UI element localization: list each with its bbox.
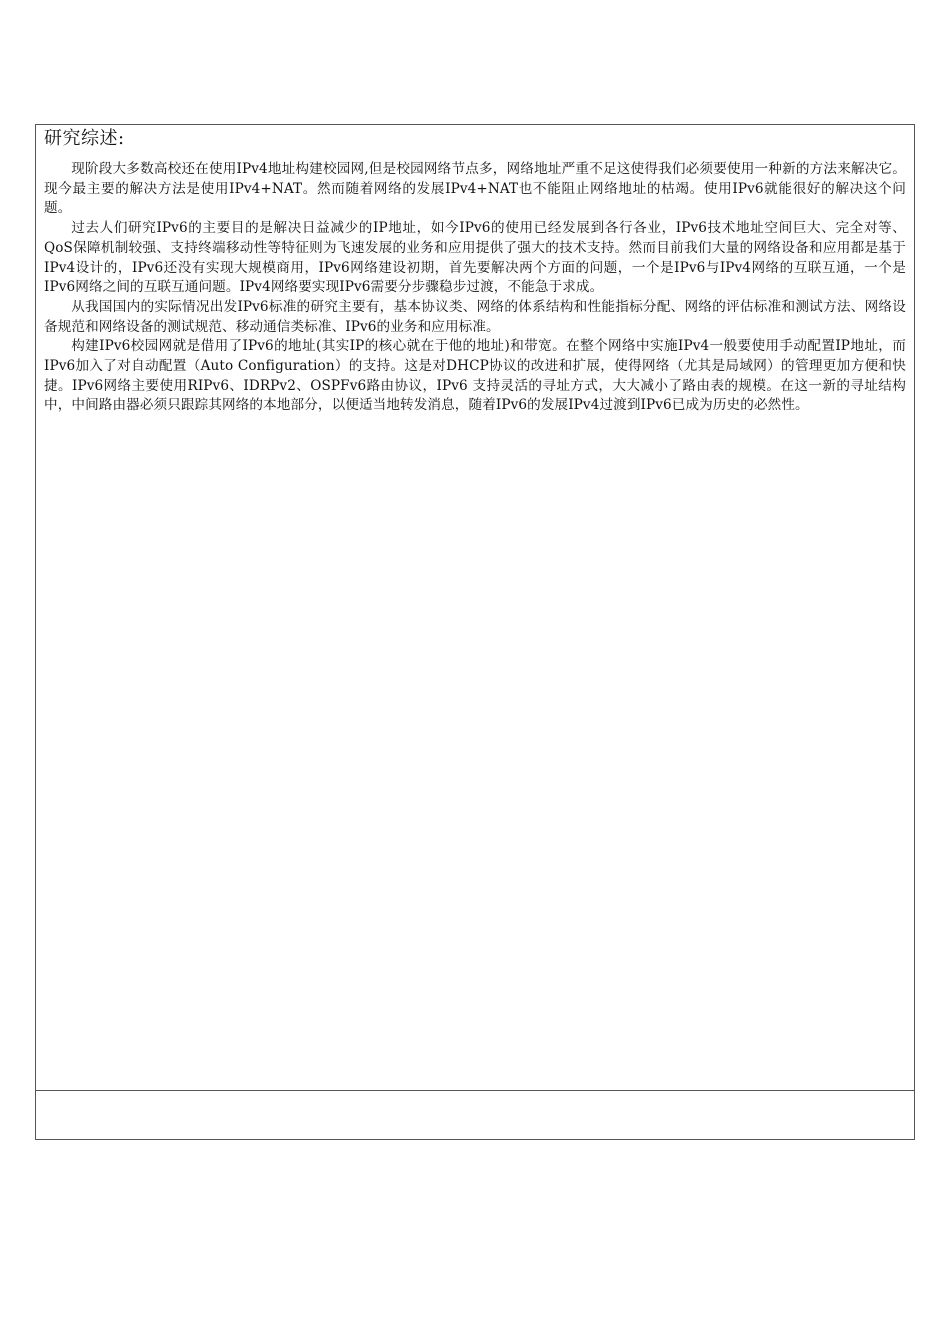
section-heading: 研究综述: <box>44 128 125 149</box>
report-form-table <box>35 124 915 1140</box>
paragraph-3: 从我国国内的实际情况出发IPv6标准的研究主要有，基本协议类、网络的体系结构和性能指标分配、网络的评估标准和测试方法、网络设备规范和网络设备的测试规范、移动通信类标准、IPv6的业务和应用标准。 <box>44 298 906 335</box>
paragraph-2: 过去人们研究IPv6的主要目的是解决日益减少的IP地址，如今IPv6的使用已经发展到各行各业，IPv6技术地址空间巨大、完全对等、QoS保障机制较强、支持终端移动性等特征则为飞速发展的业务和应用提供了强大的技术支持。然而目前我们大量的网络设备和应用都是基于IPv4设计的，IPv6还没有实现大规模商用，IPv6网络建设初期，首先要解决两个方面的问题，一个是IPv6与IPv4网络的互联互通，一个是IPv6网络之间的互联互通问题。IPv4网络要实现IPv6需要分步骤稳步过渡，不能急于求成。 <box>44 220 906 296</box>
review-body <box>44 160 906 416</box>
research-review-cell <box>36 125 914 1091</box>
paragraph-4: 构建IPv6校园网就是借用了IPv6的地址(其实IP的核心就在于他的地址)和带宽。在整个网络中实施IPv4一般要使用手动配置IP地址，而IPv6加入了对自动配置（Auto Configuration）的支持。这是对DHCP协议的改进和扩展，使得网络（尤其是局域网）的管理更加方便和快捷。IPv6网络主要使用RIPv6、IDRPv2、OSPFv6路由协议，IPv6 支持灵活的寻址方式，大大减小了路由表的规模。在这一新的寻址结构中，中间路由器必须只跟踪其网络的本地部分，以便适当地转发消息，随着IPv6的发展IPv4过渡到IPv6已成为历史的必然性。 <box>44 338 906 414</box>
paragraph-1: 现阶段大多数高校还在使用IPv4地址构建校园网,但是校园网络节点多，网络地址严重不足这使得我们必须要使用一种新的方法来解决它。现今最主要的解决方法是使用IPv4+NAT。然而随着网络的发展IPv4+NAT也不能阻止网络地址的枯竭。使用IPv6就能很好的解决这个问题。 <box>44 161 906 217</box>
empty-bottom-cell <box>36 1090 914 1139</box>
